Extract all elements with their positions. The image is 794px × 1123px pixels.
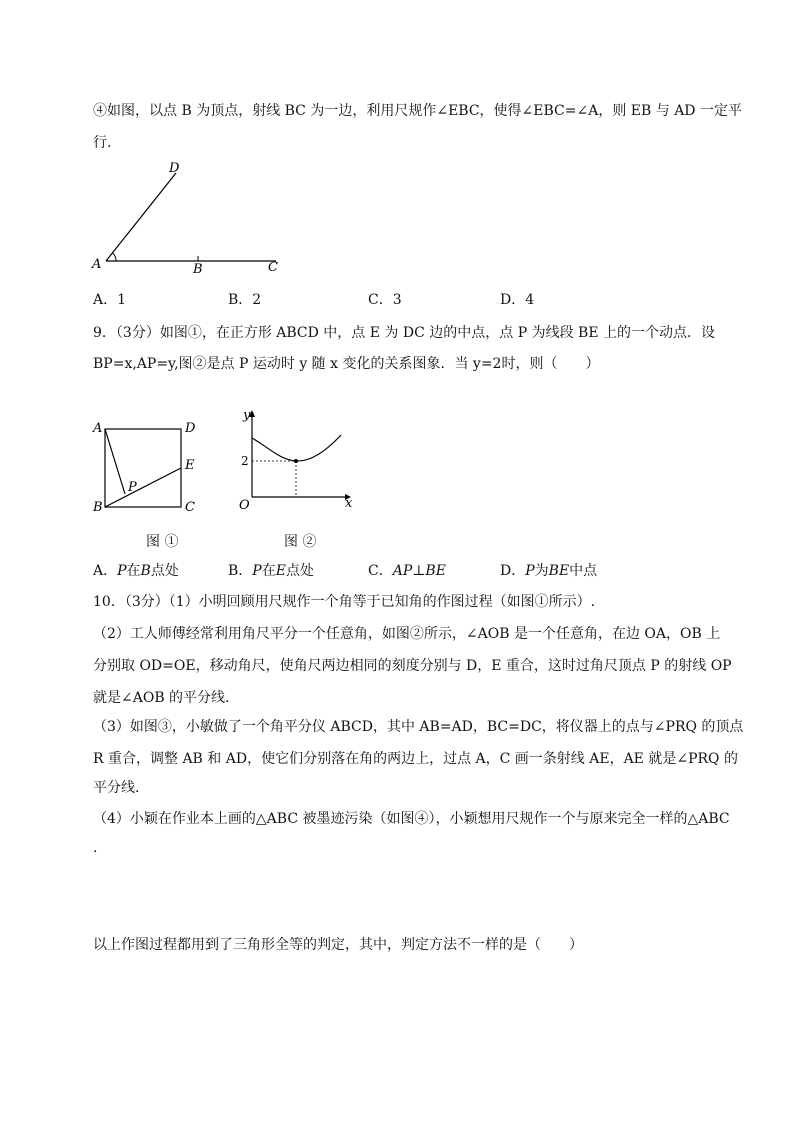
label-c: C — [185, 500, 195, 515]
label-y: y — [243, 408, 251, 423]
q10-line8: （4）小颖在作业本上画的△ABC 被墨迹污染（如图④），小颖想用尺规作一个与原来完全一样的△ABC — [93, 811, 730, 827]
label-d: D — [169, 161, 180, 176]
label-b: B — [193, 262, 203, 277]
segment-ap — [105, 429, 125, 494]
label-e: E — [185, 458, 195, 473]
q9-line2: BP=x,AP=y,图②是点 P 运动时 y 随 x 变化的关系图象．当 y=2时，则（ ） — [93, 356, 600, 372]
q10-question: 以上作图过程都用到了三角形全等的判定，其中，判定方法不一样的是（ ） — [93, 937, 583, 953]
q10-line7: 平分线. — [93, 780, 140, 796]
angle-a-arc — [113, 253, 117, 261]
q8-option-b: B．2 — [228, 292, 262, 308]
ray-ad — [106, 173, 176, 261]
q8-angle-figure — [88, 155, 298, 280]
min-point — [294, 459, 298, 463]
q9-line1: 9．（3分）如图①，在正方形 ABCD 中，点 E 为 DC 边的中点，点 P 为线段 BE 上的一个动点．设 — [93, 325, 715, 341]
q8-item4-line1: ④如图，以点 B 为顶点，射线 BC 为一边，利用尺规作∠EBC，使得∠EBC=∠A，则 EB 与 AD 一定平 — [93, 103, 742, 119]
q10-line3: 分别取 OD=OE，移动角尺，使角尺两边相同的刻度分别与 D，E 重合，这时过角尺顶点 P 的射线 OP — [93, 658, 732, 674]
curve — [252, 435, 341, 461]
q9-option-a: A．P在B点处 — [93, 563, 179, 579]
q10-line2: （2）工人师傅经常利用角尺平分一个任意角，如图②所示，∠AOB 是一个任意角，在边 OA，OB 上 — [93, 626, 721, 642]
q9-figure-square — [88, 415, 208, 515]
segment-be — [105, 468, 181, 507]
label-c: C — [268, 260, 278, 275]
q10-line6: R 重合，调整 AB 和 AD，使它们分别落在角的两边上，过点 A，C 画一条射线 AE，AE 就是∠PRQ 的 — [93, 751, 738, 767]
label-a: A — [92, 257, 102, 272]
q10-line1: 10．（3分）（1）小明回顾用尺规作一个角等于已知角的作图过程（如图①所示）. — [93, 594, 596, 610]
label-a: A — [93, 421, 103, 436]
label-p: P — [128, 480, 137, 495]
q8-item4-line2: 行. — [93, 135, 112, 151]
q9-option-c: C．AP⊥BE — [368, 563, 446, 579]
q9-fig1-caption: 图 ① — [146, 534, 179, 550]
q9-option-b: B．P在E点处 — [228, 563, 314, 579]
q9-option-d: D．P为BE中点 — [500, 563, 598, 579]
q8-option-a: A．1 — [93, 292, 127, 308]
label-x: x — [345, 496, 353, 511]
q9-figure-graph — [230, 405, 360, 513]
q10-line4: 就是∠AOB 的平分线. — [93, 690, 230, 706]
label-o: O — [239, 498, 250, 513]
q8-option-c: C．3 — [368, 292, 402, 308]
label-d: D — [185, 421, 196, 436]
q8-option-d: D．4 — [500, 292, 535, 308]
q10-line5: （3）如图③，小敏做了一个角平分仪 ABCD，其中 AB=AD，BC=DC，将仪器上的点与∠PRQ 的顶点 — [93, 719, 744, 735]
q9-fig2-caption: 图 ② — [284, 534, 317, 550]
label-b: B — [93, 500, 103, 515]
q10-line9: . — [93, 840, 98, 856]
label-two: 2 — [241, 454, 249, 468]
